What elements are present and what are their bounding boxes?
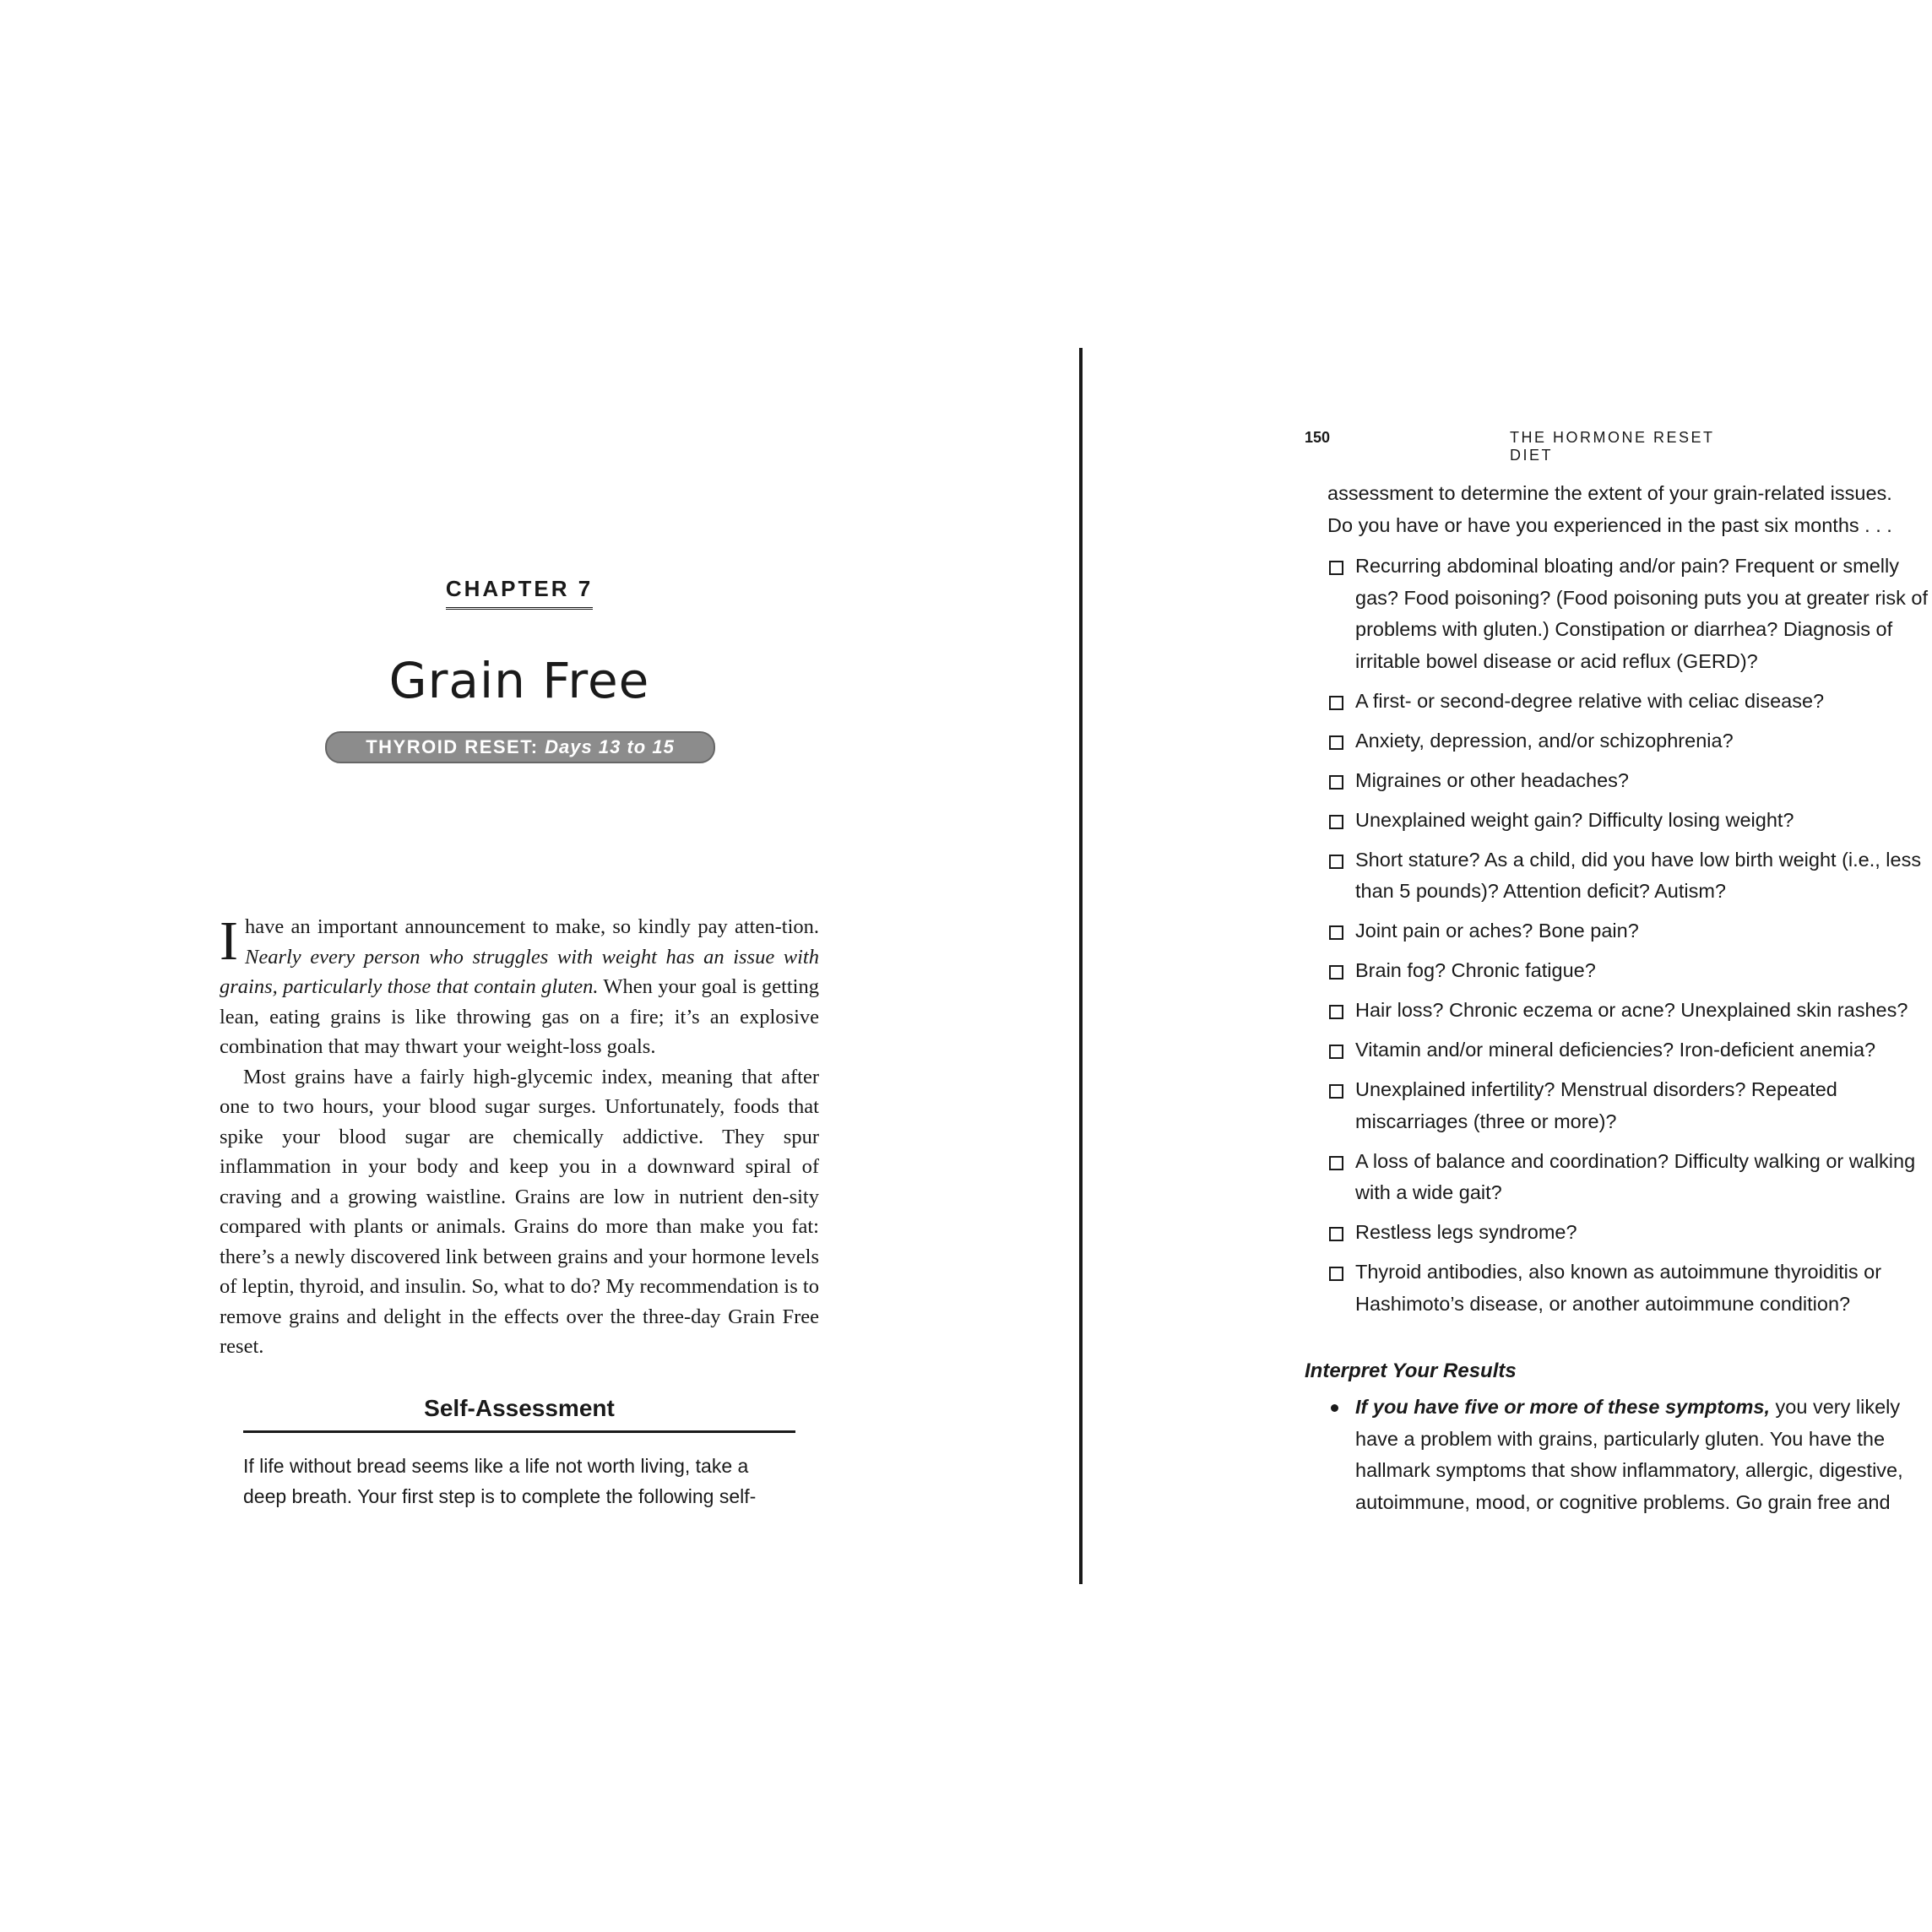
checklist-item: A first- or second-degree relative with celiac disease? [1327, 686, 1932, 718]
list-item: If you have five or more of these symptoms, you very likely have a problem with grains, particularly gluten. You have the hallmark symptoms that show inflammatory, allergic, digestive, autoimmune, mood, or cognitive problems. Go grain free and [1327, 1392, 1932, 1518]
emphasis-text: Nearly every person who struggles with weight has an issue with grains, particularly those that contain gluten. [220, 945, 819, 998]
reset-badge-label: THYROID RESET: [366, 736, 539, 757]
bullet-icon [1331, 1404, 1338, 1412]
running-title: THE HORMONE RESET DIET [1510, 429, 1715, 464]
checkbox-icon[interactable] [1329, 1156, 1343, 1170]
interpret-results-heading: Interpret Your Results [1305, 1359, 1517, 1382]
checklist-item: Anxiety, depression, and/or schizophrenia? [1327, 725, 1932, 757]
checkbox-icon[interactable] [1329, 1045, 1343, 1059]
checkbox-icon[interactable] [1329, 775, 1343, 790]
checklist-item: Vitamin and/or mineral deficiencies? Iron-deficient anemia? [1327, 1034, 1932, 1066]
reset-badge [325, 731, 715, 763]
drop-cap: I [220, 910, 238, 972]
checkbox-icon[interactable] [1329, 1005, 1343, 1019]
page-number: 150 [1305, 429, 1331, 446]
checklist-item: Hair loss? Chronic eczema or acne? Unexplained skin rashes? [1327, 995, 1932, 1027]
self-assessment-text: If life without bread seems like a life not worth living, take a deep breath. Your first step is to complete the following self- [243, 1455, 757, 1507]
checklist-item: Migraines or other headaches? [1327, 765, 1932, 797]
chapter-title: Grain Free [388, 652, 650, 709]
results-list [1327, 1392, 1932, 1518]
chapter-body [220, 912, 819, 1362]
checkbox-icon[interactable] [1329, 561, 1343, 575]
chapter-label: CHAPTER 7 [0, 576, 1039, 610]
checklist-item: Brain fog? Chronic fatigue? [1327, 955, 1932, 987]
checkbox-icon[interactable] [1329, 925, 1343, 940]
checklist-item: Restless legs syndrome? [1327, 1217, 1932, 1249]
checklist-item: Unexplained weight gain? Difficulty losing weight? [1327, 805, 1932, 837]
checkbox-icon[interactable] [1329, 1227, 1343, 1241]
self-assessment-heading: Self-Assessment [243, 1395, 795, 1433]
checkbox-icon[interactable] [1329, 735, 1343, 750]
assessment-intro: assessment to determine the extent of your grain-related issues. Do you have or have you experienced in the past six months . . . [1327, 482, 1892, 536]
checklist-item: Joint pain or aches? Bone pain? [1327, 915, 1932, 947]
paragraph-1: I have an important announcement to make, so kindly pay atten-tion. Nearly every person who struggles with weight has an issue with grains, particularly those that contain gluten. When your goal is getting lean, eating grains is like throwing gas on a fire; it’s an explosive combination that may thwart your weight-loss goals. [220, 910, 819, 1058]
checklist-item: Thyroid antibodies, also known as autoimmune thyroiditis or Hashimoto’s disease, or another autoimmune condition? [1327, 1256, 1932, 1320]
symptom-checklist [1327, 551, 1932, 1328]
reset-badge-days: Days 13 to 15 [545, 736, 675, 757]
bullet-bold-lead: If you have five or more of these symptoms, [1355, 1396, 1771, 1418]
checkbox-icon[interactable] [1329, 855, 1343, 869]
checkbox-icon[interactable] [1329, 696, 1343, 710]
checkbox-icon[interactable] [1329, 815, 1343, 829]
checkbox-icon[interactable] [1329, 1267, 1343, 1281]
page-gutter [1079, 348, 1083, 1584]
checklist-item: A loss of balance and coordination? Difficulty walking or walking with a wide gait? [1327, 1146, 1932, 1209]
checkbox-icon[interactable] [1329, 965, 1343, 980]
checklist-item: Recurring abdominal bloating and/or pain? Frequent or smelly gas? Food poisoning? (Food poisoning puts you at greater risk of problems with gluten.) Constipation or diarrhea? Diagnosis of irritable bowel disease or acid reflux (GERD)? [1327, 551, 1932, 677]
checkbox-icon[interactable] [1329, 1084, 1343, 1099]
checklist-item: Unexplained infertility? Menstrual disorders? Repeated miscarriages (three or more)? [1327, 1074, 1932, 1137]
checklist-item: Short stature? As a child, did you have low birth weight (i.e., less than 5 pounds)? Attention deficit? Autism? [1327, 844, 1932, 908]
paragraph-2: Most grains have a fairly high-glycemic index, meaning that after one to two hours, your blood sugar surges. Unfortunately, foods that spike your blood sugar are chemically addictive. They spur inflammation in your body and keep you in a downward spiral of craving and a growing waistline. Grains are low in nutrient den-sity compared with plants or animals. Grains do more than make you fat: there’s a newly discovered link between grains and your hormone levels of leptin, thyroid, and insulin. So, what to do? My recommendation is to remove grains and delight in the effects over the three-day Grain Free reset. [220, 1065, 819, 1358]
